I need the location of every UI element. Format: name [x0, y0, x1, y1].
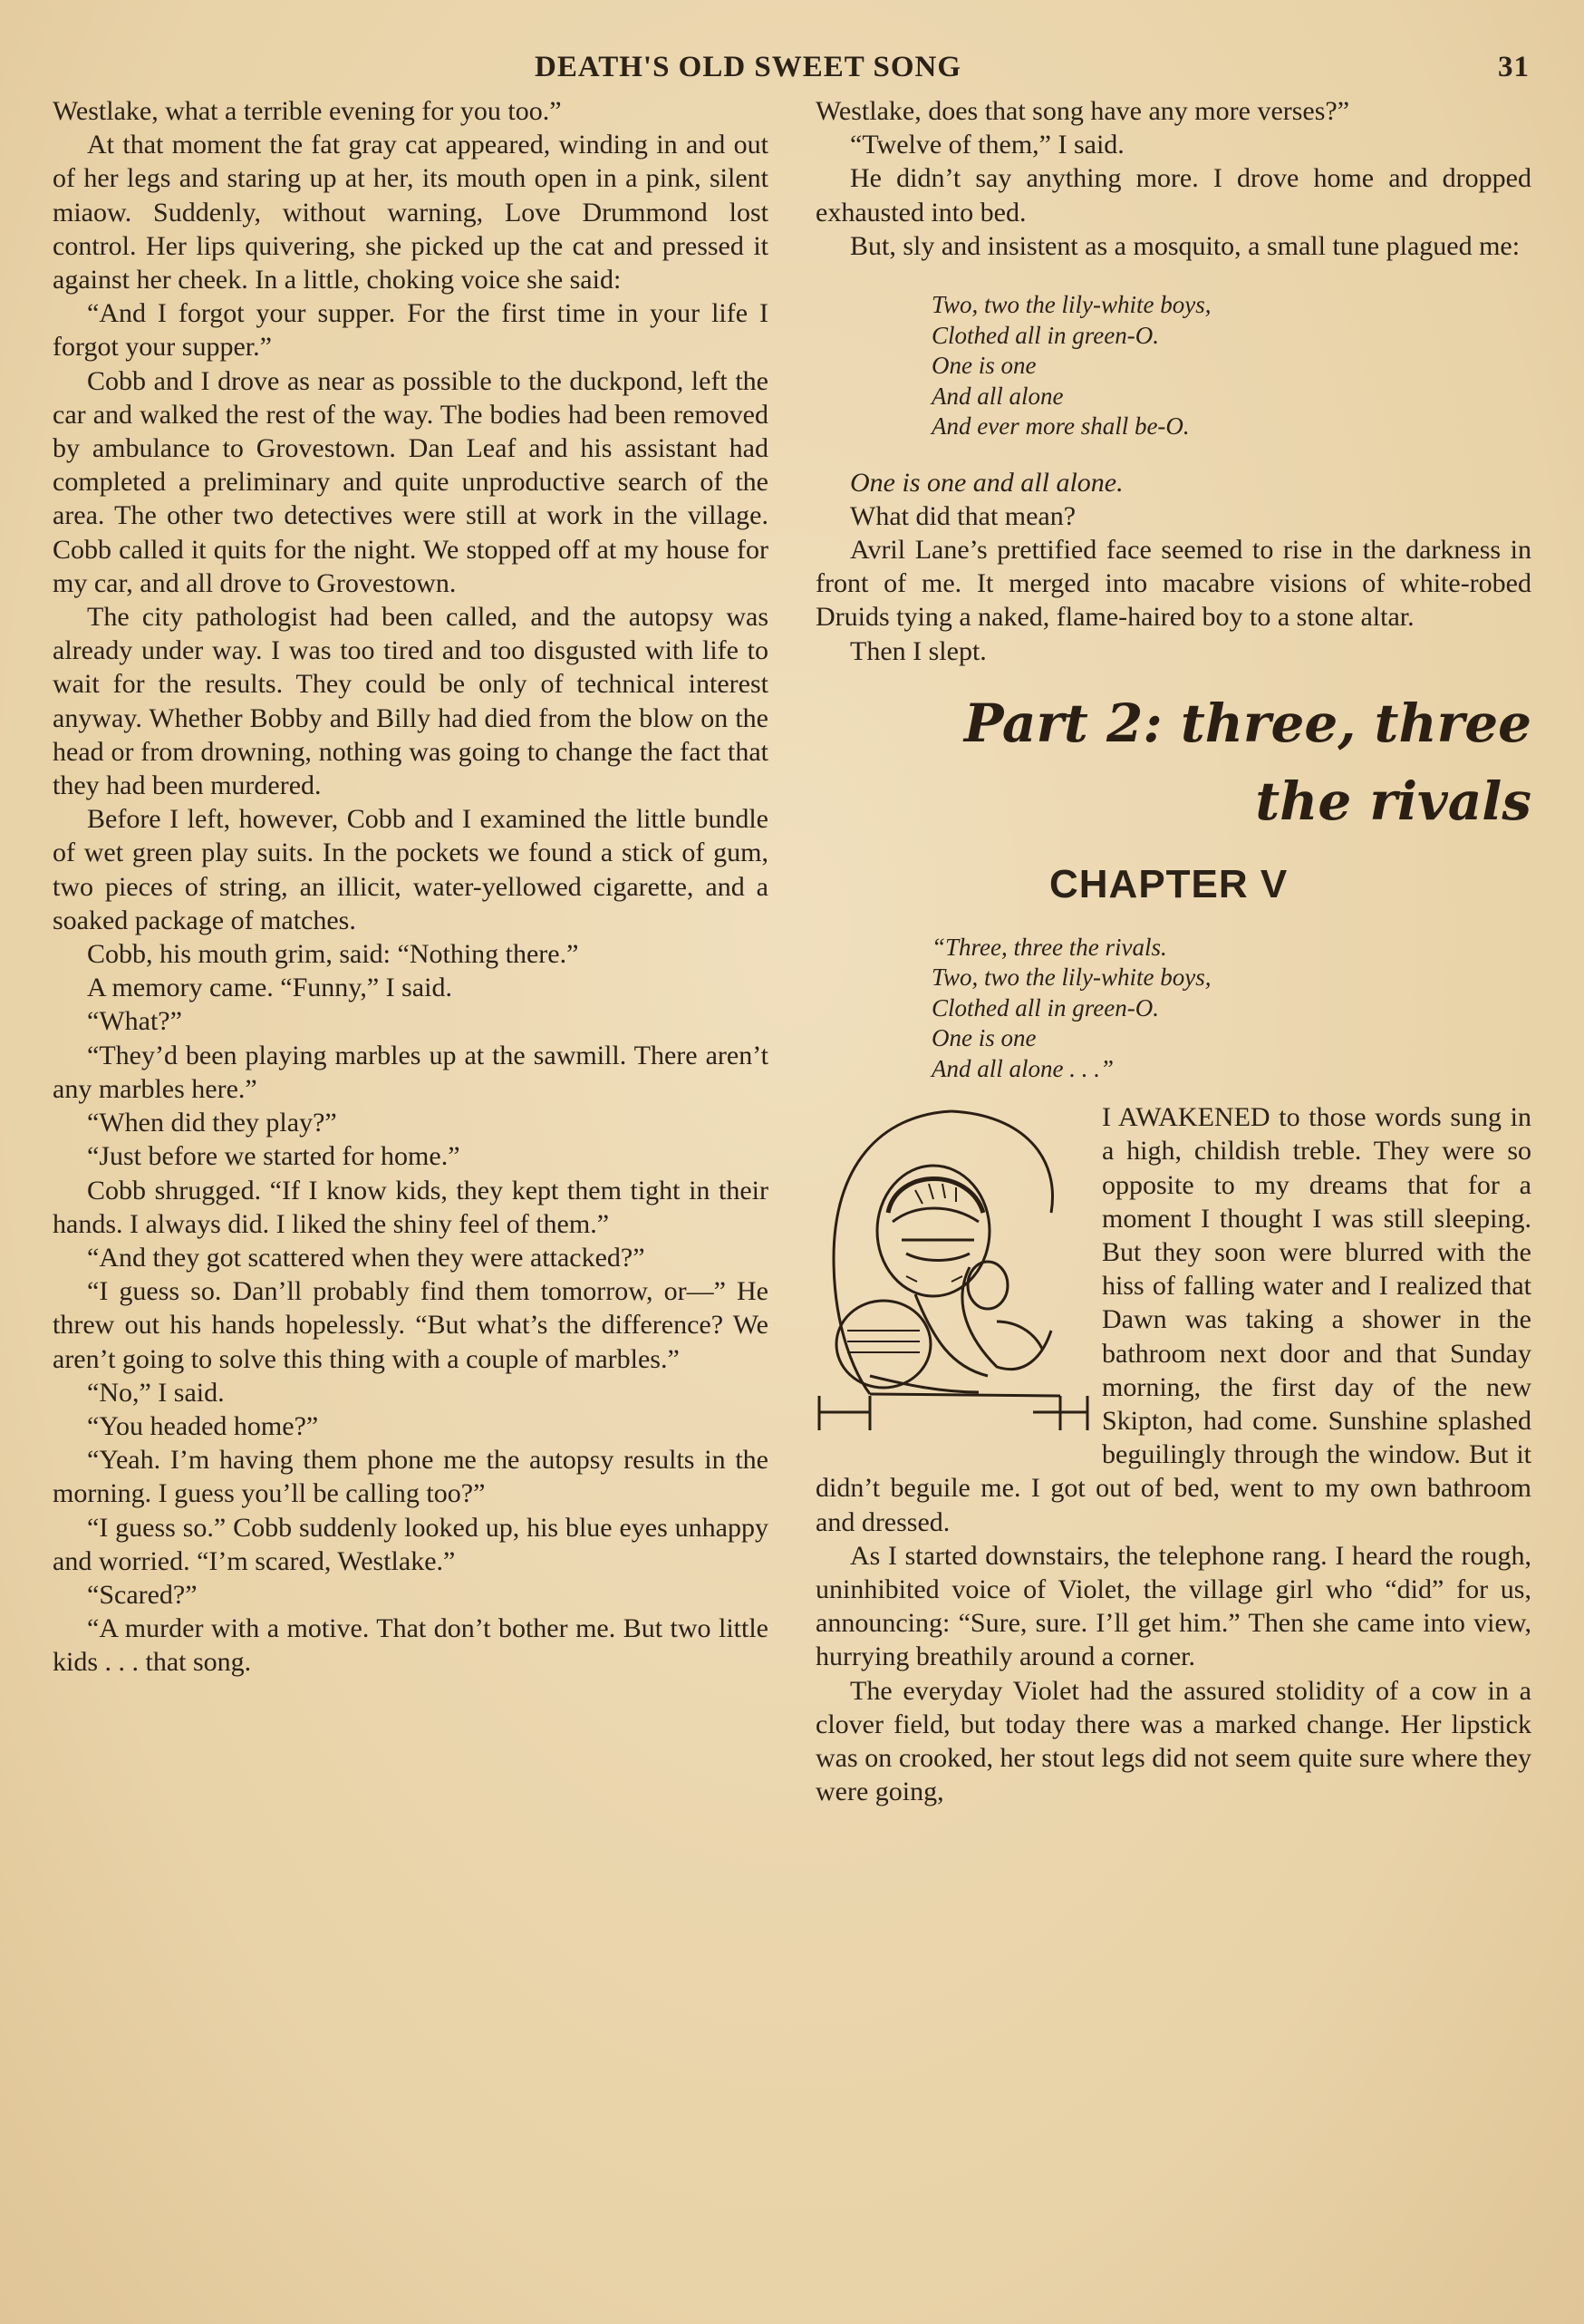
paragraph: “Twelve of them,” I said.	[850, 130, 1125, 160]
paragraph: “You headed home?”	[87, 1410, 319, 1441]
paragraph: Cobb shrugged. “If I know kids, they kept them tight in their hands. I always did. I liked the shiny feel of them.”	[53, 1175, 768, 1239]
paragraph: A memory came. “Funny,” I said.	[87, 973, 452, 1003]
paragraph: Then I slept.	[850, 635, 987, 666]
paragraph: “I guess so.” Cobb suddenly looked up, his blue eyes unhappy and worried. “I’m scared, Westlake.”	[53, 1512, 768, 1576]
chapter-heading: CHAPTER V	[1049, 861, 1289, 906]
girl-in-shower-illustration-icon	[816, 1104, 1089, 1448]
right-column	[816, 94, 1531, 1809]
song-verse	[932, 290, 1531, 442]
page-number: 31	[1498, 50, 1530, 83]
paragraph: “Yeah. I’m having them phone me the autopsy results in the morning. I guess you’ll be calling too?”	[53, 1445, 768, 1509]
paragraph: He didn’t say anything more. I drove home and dropped exhausted into bed.	[816, 163, 1531, 228]
paragraph: “Just before we started for home.”	[87, 1141, 460, 1172]
verse-line: “Three, three the rivals.	[932, 933, 1167, 961]
left-column	[53, 94, 768, 1680]
chapter-epigraph	[932, 933, 1531, 1085]
paragraph: As I started downstairs, the telephone rang. I heard the rough, uninhibited voice of Violet, the village girl who “did” for us, announcing: “Sure, sure. I’ll get him.” Then she came into view, hurrying breathily around a corner.	[816, 1540, 1531, 1672]
paragraph: Avril Lane’s prettified face seemed to rise in the darkness in front of me. It merged into macabre visions of white-robed Druids tying a naked, flame-haired boy to a stone altar.	[816, 534, 1531, 633]
paragraph: “Scared?”	[87, 1579, 198, 1610]
part-title	[816, 692, 1531, 832]
italic-refrain: One is one and all alone.	[850, 467, 1124, 498]
opening-text: to those words sung in a high, childish treble. They were so opposite to my dreams that for a moment I thought I was still sleeping. But they soon were blurred with the hiss of falling water and I realized that Dawn was taking a shower in the bathroom next door and that Sunday morning, the first day of the new Skipton, had come. Sunshine splashed beguilingly through the window. But it didn’t beguile me. I got out of bed, went to my own bathroom and dressed.	[816, 1102, 1532, 1537]
verse-line: Clothed all in green-O.	[932, 993, 1159, 1022]
opening-caps: I AWAKENED	[1102, 1102, 1270, 1133]
part-title-line-2: the rivals	[1255, 770, 1531, 832]
paragraph: “No,” I said.	[87, 1377, 225, 1408]
verse-line: One is one	[932, 352, 1037, 380]
verse-line: One is one	[932, 1024, 1037, 1052]
paragraph: Cobb, his mouth grim, said: “Nothing there.”	[87, 939, 579, 970]
paragraph: But, sly and insistent as a mosquito, a small tune plagued me:	[850, 230, 1521, 261]
paragraph: “When did they play?”	[87, 1108, 337, 1138]
paragraph: Westlake, what a terrible evening for you too.”	[53, 96, 562, 126]
paragraph: The city pathologist had been called, and the autopsy was already under way. I was too tired and too disgusted with life to wait for the results. They could be only of technical interest anyway. Whether Bobby and Billy had died from the blow on the head or from drowning, nothing was going to change the fact that they had been murdered.	[53, 602, 768, 801]
paragraph: At that moment the fat gray cat appeared, winding in and out of her legs and staring up at her, its mouth open in a pink, silent miaow. Suddenly, without warning, Love Drummond lost control. Her lips quivering, she picked up the cat and pressed it against her cheek. In a little, choking voice she said:	[53, 130, 768, 295]
paragraph: “I guess so. Dan’ll probably find them tomorrow, or—” He threw out his hands hopelessly. “But what’s the difference? We aren’t going to solve this thing with a couple of marbles.”	[53, 1276, 768, 1374]
paragraph: “What?”	[87, 1006, 182, 1037]
paragraph: “They’d been playing marbles up at the sawmill. There aren’t any marbles here.”	[53, 1040, 768, 1104]
paragraph: Cobb and I drove as near as possible to the duckpond, left the car and walked the rest of the way. The bodies had been removed by ambulance to Grovestown. Dan Leaf and his assistant had completed a preliminary and quite unproductive search of the area. The other two detectives were still at work in the village. Cobb called it quits for the night. We stopped off at my house for my car, and all drove to Grovestown.	[53, 365, 768, 598]
paragraph: Westlake, does that song have any more verses?”	[816, 96, 1350, 126]
paragraph: “A murder with a motive. That don’t bother me. But two little kids . . . that song.	[53, 1613, 768, 1678]
verse-line: And ever more shall be-O.	[932, 412, 1190, 441]
paragraph: The everyday Violet had the assured stolidity of a cow in a clover field, but today there was a marked change. Her lipstick was on crooked, her stout legs did not seem quite sure where they were going,	[816, 1675, 1531, 1807]
part-title-line-1: Part 2: three, three	[963, 692, 1531, 754]
verse-line: Two, two the lily-white boys,	[932, 963, 1212, 992]
chapter-opening	[816, 1100, 1531, 1539]
verse-line: Two, two the lily-white boys,	[932, 291, 1212, 319]
running-head	[535, 47, 1530, 87]
paragraph: “And I forgot your supper. For the first time in your life I forgot your supper.”	[53, 298, 768, 363]
verse-line: Clothed all in green-O.	[932, 321, 1159, 349]
verse-line: And all alone . . .”	[932, 1054, 1114, 1082]
paragraph: Before I left, however, Cobb and I examined the little bundle of wet green play suits. In the pockets we found a stick of gum, two pieces of string, an illicit, water-yellowed cigarette, and a soaked package of matches.	[53, 804, 768, 935]
verse-line: And all alone	[932, 382, 1064, 410]
paragraph: What did that mean?	[850, 500, 1077, 531]
paragraph: “And they got scattered when they were attacked?”	[87, 1242, 645, 1273]
running-title: DEATH'S OLD SWEET SONG	[535, 50, 961, 83]
